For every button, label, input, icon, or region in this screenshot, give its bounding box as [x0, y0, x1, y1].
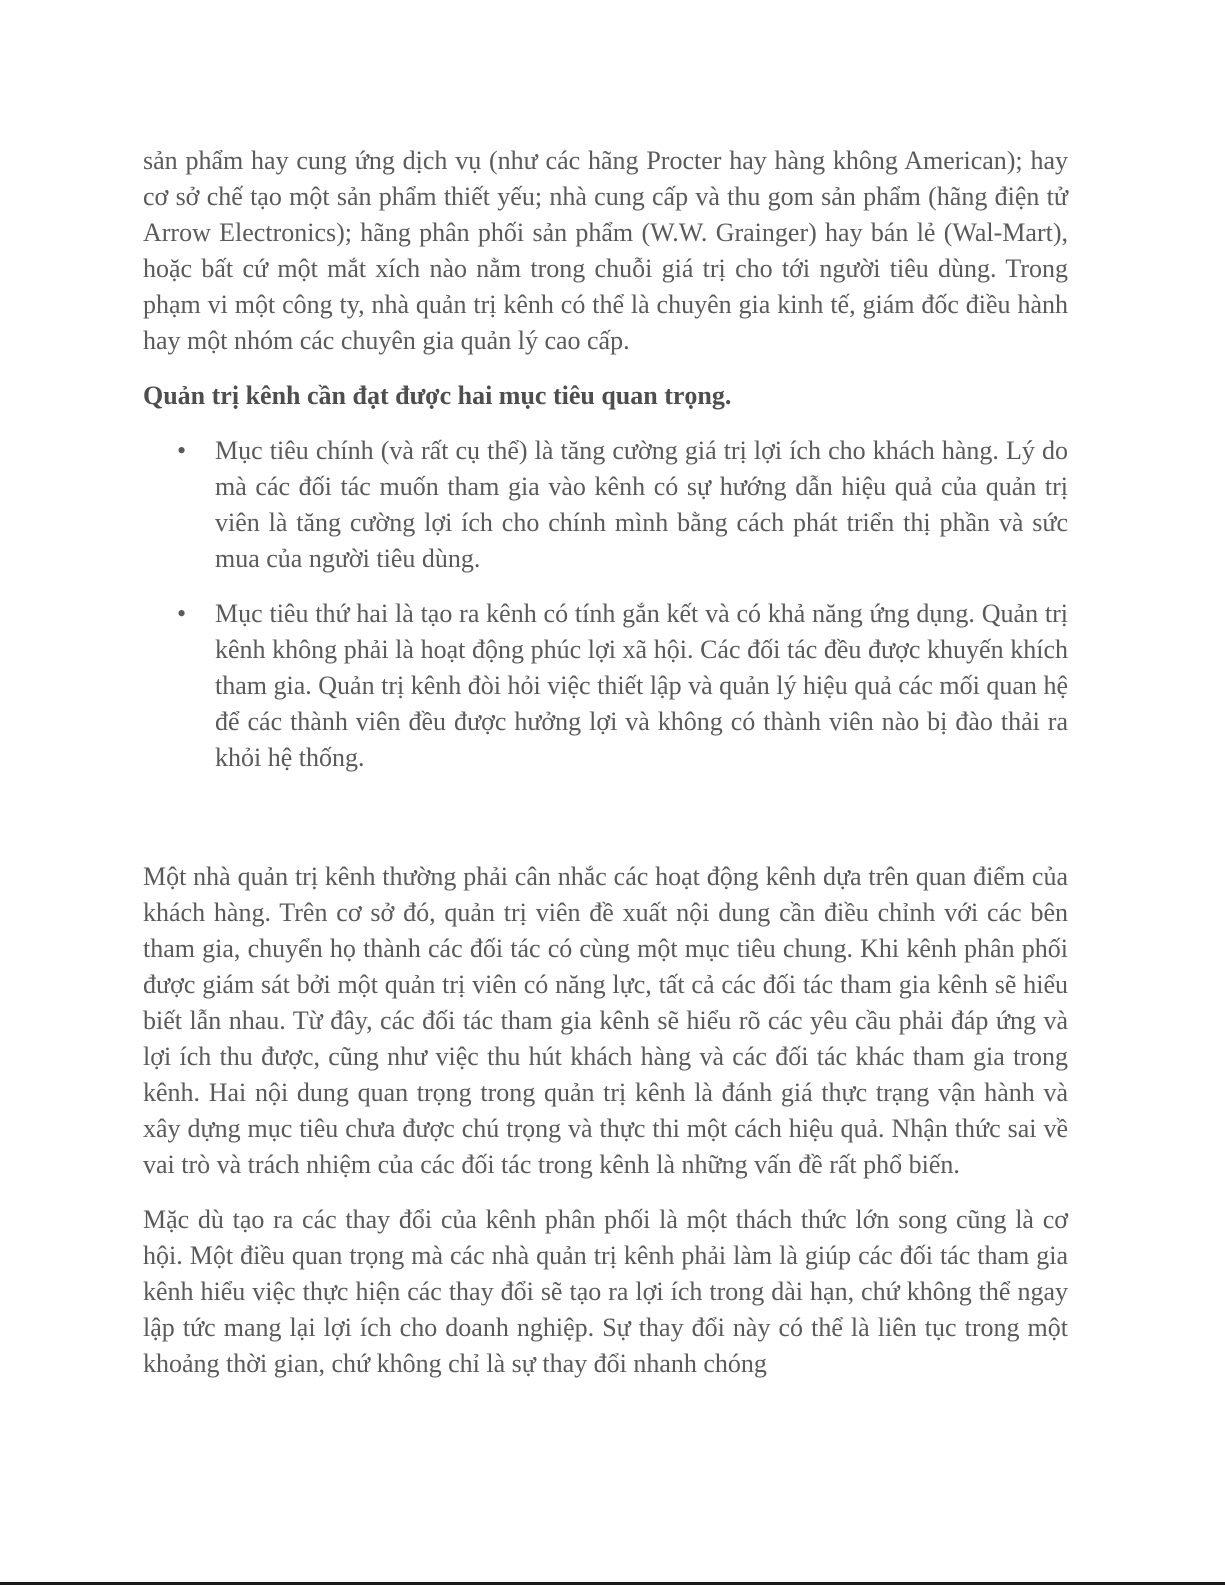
paragraph-channel-manager: Một nhà quản trị kênh thường phải cân nhắc các hoạt động kênh dựa trên quan điểm của khách hàng. Trên cơ sở đó, quản trị viên đề xuất nội dung cần điều chỉnh với các bên tham gia, chuyển họ thành các đối tác có cùng một mục tiêu chung. Khi kênh phân phối được giám sát bởi một quản trị viên có năng lực, tất cả các đối tác tham gia kênh sẽ hiểu biết lẫn nhau. Từ đây, các đối tác tham gia kênh sẽ hiểu rõ các yêu cầu phải đáp ứng và lợi ích thu được, cũng như việc thu hút khách hàng và các đối tác khác tham gia trong kênh. Hai nội dung quan trọng trong quản trị kênh là đánh giá thực trạng vận hành và xây dựng mục tiêu chưa được chú trọng và thực thi một cách hiệu quả. Nhận thức sai về vai trò và trách nhiệm của các đối tác trong kênh là những vấn đề rất phổ biến. [143, 862, 1068, 1179]
section-spacer [143, 795, 1068, 859]
intro-paragraph: sản phẩm hay cung ứng dịch vụ (như các hãng Procter hay hàng không American); hay cơ sở chế tạo một sản phẩm thiết yếu; nhà cung cấp và thu gom sản phẩm (hãng điện tử Arrow Electronics); hãng phân phối sản phẩm (W.W. Grainger) hay bán lẻ (Wal-Mart), hoặc bất cứ một mắt xích nào nằm trong chuỗi giá trị cho tới người tiêu dùng. Trong phạm vi một công ty, nhà quản trị kênh có thể là chuyên gia kinh tế, giám đốc điều hành hay một nhóm các chuyên gia quản lý cao cấp. [143, 146, 1068, 355]
paragraph-channel-change: Mặc dù tạo ra các thay đổi của kênh phân phối là một thách thức lớn song cũng là cơ hội. Một điều quan trọng mà các nhà quản trị kênh phải làm là giúp các đối tác tham gia kênh hiểu việc thực hiện các thay đổi sẽ tạo ra lợi ích trong dài hạn, chứ không thể ngay lập tức mang lại lợi ích cho doanh nghiệp. Sự thay đổi này có thể là liên tục trong một khoảng thời gian, chứ không chỉ là sự thay đổi nhanh chóng [143, 1205, 1068, 1378]
objectives-list [143, 433, 1068, 776]
bullet-icon: • [177, 599, 187, 628]
list-item [143, 596, 1068, 776]
list-item [143, 433, 1068, 577]
bullet-icon: • [177, 436, 187, 465]
list-item-text: Mục tiêu chính (và rất cụ thể) là tăng cường giá trị lợi ích cho khách hàng. Lý do mà các đối tác muốn tham gia vào kênh có sự hướng dẫn hiệu quả của quản trị viên là tăng cường lợi ích cho chính mình bằng cách phát triển thị phần và sức mua của người tiêu dùng. [215, 436, 1068, 573]
list-item-text: Mục tiêu thứ hai là tạo ra kênh có tính gắn kết và có khả năng ứng dụng. Quản trị kênh không phải là hoạt động phúc lợi xã hội. Các đối tác đều được khuyến khích tham gia. Quản trị kênh đòi hỏi việc thiết lập và quản lý hiệu quả các mối quan hệ để các thành viên đều được hưởng lợi và không có thành viên nào bị đào thải ra khỏi hệ thống. [215, 599, 1068, 772]
document-body [143, 143, 1068, 1382]
section-heading: Quản trị kênh cần đạt được hai mục tiêu quan trọng. [143, 381, 732, 410]
